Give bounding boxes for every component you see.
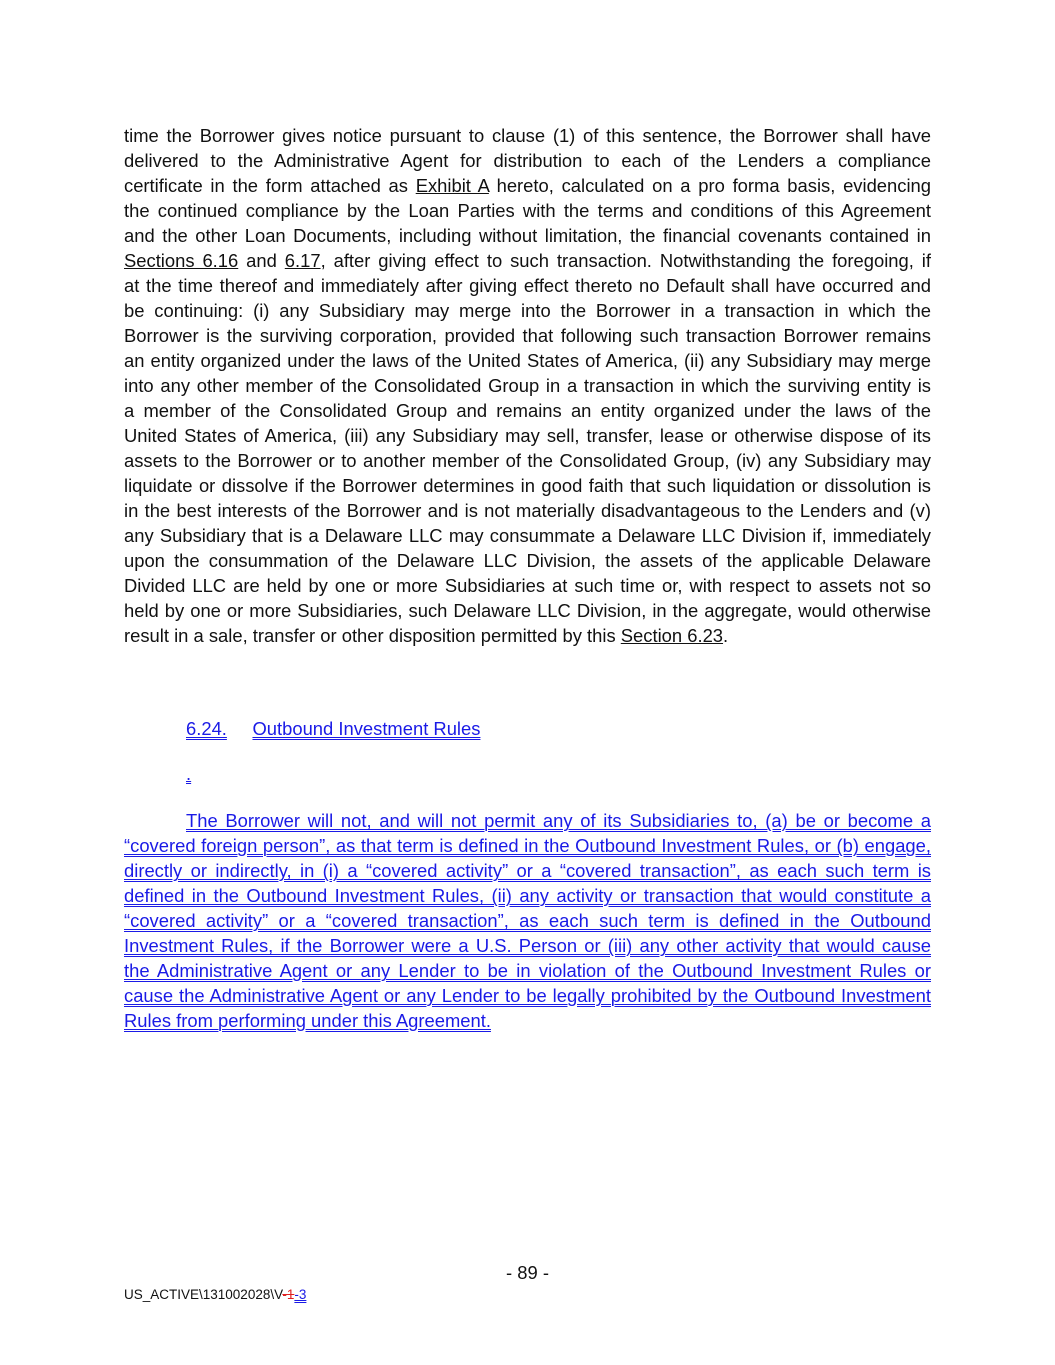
text-line (124, 198, 931, 223)
text-segment: upon the consummation of the Delaware LLC Division, the assets of the applicable Delaware (124, 550, 931, 571)
text-segment: the Administrative Agent or any Lender to be in violation of the Outbound Investment Rules or (124, 960, 931, 981)
text-line (124, 423, 931, 448)
text-segment: at the time thereof and immediately after giving effect thereto no Default shall have occurred and (124, 275, 931, 296)
text-segment: any Subsidiary that is a Delaware LLC may consummate a Delaware LLC Division if, immediately (124, 525, 931, 546)
text-segment: “covered foreign person”, as that term is defined in the Outbound Investment Rules, or (b) engage, (124, 835, 931, 856)
inserted-version: -3 (294, 1287, 307, 1302)
text-line (124, 123, 931, 148)
text-line (124, 148, 931, 173)
cross-reference-link[interactable]: Section 6.23 (620, 625, 724, 646)
text-segment: and the other Loan Documents, including without limitation, the financial covenants contained in (124, 225, 931, 246)
text-segment: certificate in the form attached as (124, 175, 416, 196)
text-line (124, 548, 931, 573)
text-line (124, 573, 931, 598)
document-id-prefix: US_ACTIVE\131002028\V (124, 1287, 283, 1302)
text-segment: held by one or more Subsidiaries, such Delaware LLC Division, in the aggregate, would otherwise (124, 600, 931, 621)
text-segment: in the best interests of the Borrower and is not materially disadvantageous to the Lenders and (v) (124, 500, 931, 521)
text-line (124, 473, 931, 498)
text-segment: . (723, 625, 729, 646)
text-line (124, 858, 931, 883)
cross-reference-link[interactable]: Sections 6.16 (124, 250, 239, 271)
text-line (124, 173, 931, 198)
text-segment: Investment Rules, if the Borrower were a U.S. Person or (iii) any other activity that would cause (124, 935, 931, 956)
text-segment: liquidate or dissolve if the Borrower determines in good faith that such liquidation or dissolution is (124, 475, 931, 496)
text-segment: assets to the Borrower or to another member of the Consolidated Group, (iv) any Subsidiary may (124, 450, 931, 471)
text-segment: into any other member of the Consolidated Group in a transaction in which the surviving entity is (124, 375, 931, 396)
inserted-period: . (186, 763, 192, 784)
text-segment: “covered activity” or a “covered transaction”, as each such term is defined in the Outbound (124, 910, 931, 931)
text-line (124, 373, 931, 398)
text-segment: United States of America, (iii) any Subsidiary may sell, transfer, lease or otherwise dispose of its (124, 425, 931, 446)
text-line (124, 883, 931, 908)
section-title: Outbound Investment Rules (252, 718, 481, 739)
text-segment: be continuing: (i) any Subsidiary may merge into the Borrower in a transaction in which the (124, 300, 931, 321)
text-segment: delivered to the Administrative Agent for distribution to each of the Lenders a compliance (124, 150, 931, 171)
text-line (124, 398, 931, 423)
text-line (124, 983, 931, 1008)
text-line (124, 598, 931, 623)
text-line (124, 523, 931, 548)
text-segment: Rules from performing under this Agreement. (124, 1010, 491, 1031)
text-segment: the continued compliance by the Loan Parties with the terms and conditions of this Agreement (124, 200, 931, 221)
cross-reference-link[interactable]: 6.17 (284, 250, 321, 271)
text-line (124, 273, 931, 298)
text-line (124, 1008, 931, 1033)
text-segment: and (238, 250, 285, 271)
text-line (124, 833, 931, 858)
text-line (124, 448, 931, 473)
text-segment: , after giving effect to such transaction. Notwithstanding the foregoing, if (320, 250, 931, 271)
text-line (124, 248, 931, 273)
text-line (124, 298, 931, 323)
text-line (124, 323, 931, 348)
cross-reference-link[interactable]: Exhibit A (415, 175, 489, 196)
section-number: 6.24. (186, 718, 227, 739)
text-segment: cause the Administrative Agent or any Lender to be legally prohibited by the Outbound Investment (124, 985, 931, 1006)
document-id (124, 1287, 306, 1302)
text-line (124, 958, 931, 983)
text-segment: result in a sale, transfer or other disposition permitted by this (124, 625, 621, 646)
text-line (124, 908, 931, 933)
section-heading (186, 716, 480, 741)
text-line (124, 933, 931, 958)
text-line (186, 808, 931, 833)
text-segment: hereto, calculated on a pro forma basis, evidencing (488, 175, 931, 196)
text-segment: time the Borrower gives notice pursuant to clause (1) of this sentence, the Borrower shall have (124, 125, 931, 146)
text-segment: defined in the Outbound Investment Rules, (ii) any activity or transaction that would constitute a (124, 885, 931, 906)
text-segment: Divided LLC are held by one or more Subsidiaries at such time or, with respect to assets not so (124, 575, 931, 596)
text-line (124, 623, 931, 648)
text-segment: directly or indirectly, in (i) a “covered activity” or a “covered transaction”, as each such term is (124, 860, 931, 881)
text-segment: The Borrower will not, and will not permit any of its Subsidiaries to, (a) be or become a (186, 810, 931, 831)
page-number: - 89 - (506, 1262, 549, 1283)
text-segment: Borrower is the surviving corporation, provided that following such transaction Borrower remains (124, 325, 931, 346)
text-line (124, 223, 931, 248)
text-line (124, 348, 931, 373)
text-line (124, 498, 931, 523)
text-segment: a member of the Consolidated Group and remains an entity organized under the laws of the (124, 400, 931, 421)
deleted-version: -1 (282, 1287, 295, 1302)
text-segment: an entity organized under the laws of the United States of America, (ii) any Subsidiary may merge (124, 350, 931, 371)
